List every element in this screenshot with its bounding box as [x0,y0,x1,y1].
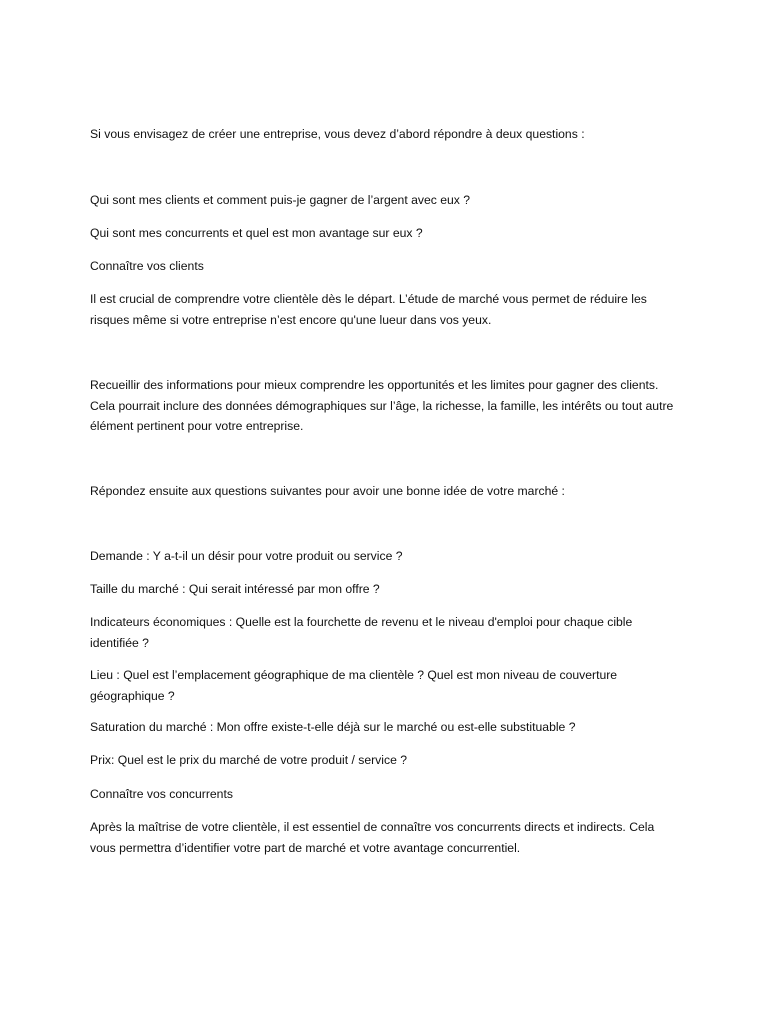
intro-paragraph: Si vous envisagez de créer une entreprise, vous devez d’abord répondre à deux questions : [90,127,585,141]
item-location: Lieu : Quel est l’emplacement géographique de ma clientèle ? Quel est mon niveau de couverture géographique ? [90,668,618,703]
item-price: Prix: Quel est le prix du marché de votre produit / service ? [90,753,408,767]
question-clients: Qui sont mes clients et comment puis-je gagner de l’argent avec eux ? [90,193,471,207]
question-competitors: Qui sont mes concurrents et quel est mon avantage sur eux ? [90,226,423,240]
item-saturation: Saturation du marché : Mon offre existe-t-elle déjà sur le marché ou est-elle substituable ? [90,720,576,734]
paragraph-competitors: Après la maîtrise de votre clientèle, il est essentiel de connaître vos concurrents directs et indirects. Cela vous permettra d’identifier votre part de marché et votre avantage concurrentiel. [90,820,655,855]
paragraph-market-questions: Répondez ensuite aux questions suivantes pour avoir une bonne idée de votre marché : [90,484,565,498]
paragraph-collect-info: Recueillir des informations pour mieux comprendre les opportunités et les limites pour gagner des clients. Cela pourrait inclure des données démographiques sur l’âge, la richesse, la famille, les intérêts ou tout autre élément pertinent pour votre entreprise. [90,378,674,433]
heading-know-competitors: Connaître vos concurrents [90,787,233,801]
heading-know-clients: Connaître vos clients [90,259,204,273]
paragraph-clientele: Il est crucial de comprendre votre clientèle dès le départ. L’étude de marché vous permet de réduire les risques même si votre entreprise n’est encore qu'une lueur dans vos yeux. [90,292,647,327]
item-economic-indicators: Indicateurs économiques : Quelle est la fourchette de revenu et le niveau d'emploi pour chaque cible identifiée ? [90,615,633,650]
item-market-size: Taille du marché : Qui serait intéressé par mon offre ? [90,582,380,596]
item-demand: Demande : Y a-t-il un désir pour votre produit ou service ? [90,549,403,563]
